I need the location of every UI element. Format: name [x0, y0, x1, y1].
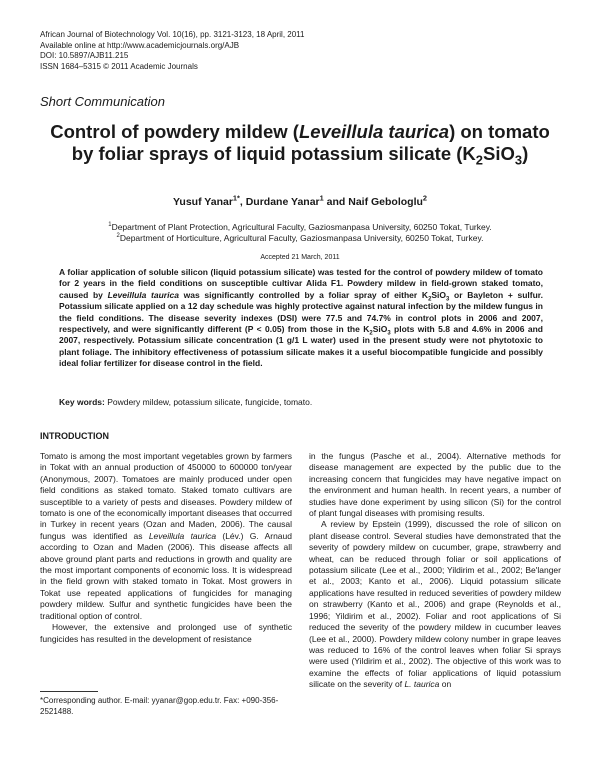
- abstract-text: SiO: [431, 289, 447, 300]
- title-subscript-o: 3: [514, 152, 523, 168]
- author-1: Yusuf Yanar: [172, 196, 233, 208]
- title-subscript-k: 2: [475, 152, 483, 168]
- intro-paragraph-2: However, the extensive and prolonged use of synthetic fungicides has resulted in the development of resistance: [40, 622, 292, 644]
- keywords-text: Powdery mildew, potassium silicate, fungicide, tomato.: [104, 397, 313, 407]
- paragraph-text: (Lév.) G. Arnaud according to Ozan and Maden (2006). This disease affects all above ground plant parts and reductions in growth and quality are the most important components of economic loss. It is widespread in the field grown with staked tomato in Tokat. Most growers in Tokat use repeated applications of fungicides for managing powdery mildew. Sulfur and synthetic fungicides have been the traditional option of control.: [40, 530, 292, 621]
- author-1-corresponding-mark: *: [237, 193, 240, 203]
- intro-paragraph-3: in the fungus (Pasche et al., 2004). Alternative methods for disease management are expected by the public due to the increasing concern that fungicides may have negative impact on the environment and human health. In recent years, a number of studies have done experiment by using silicon (Si) for the control of plant fungal diseases with promising results.: [309, 451, 561, 519]
- species-name: L. taurica: [404, 679, 440, 690]
- abstract-text: plots with 5.8 and 4.6% in 2006 and 2007, respectively. Potassium silicate concentration (1 g/1 L water) used in the present study were not phytotoxic to plant foliage. The inhibitory effectiveness of potassium silicate makes it a useful biocompatible fungicide and possibly ideal foliar fertilizer for disease control in the field.: [59, 324, 543, 369]
- title-text-2: ) on tomato by foliar sprays of liquid potassium silicate (K: [71, 121, 550, 164]
- author-separator: and: [323, 196, 349, 208]
- abstract-subscript: 2: [428, 296, 432, 303]
- paragraph-text: Tomato is among the most important vegetables grown by farmers in Tokat with an annual production of 450000 to 600000 ton/year (Anonymous, 2007). Tomatoes are mainly produced under open field conditions as staked tomato. Staked tomato cultivars are susceptible to a variety of pests and diseases. Powdery mildew of tomato is one of the economically important diseases that occurred in Turkey in recent years (Ozan and Maden, 2006). The causal fungus was identified as: [40, 451, 292, 541]
- section-label: Short Communication: [40, 94, 165, 109]
- intro-paragraph-4: [309, 519, 561, 690]
- journal-citation: African Journal of Biotechnology Vol. 10(16), pp. 3121-3123, 18 April, 2011: [40, 30, 305, 39]
- introduction-heading: INTRODUCTION: [40, 431, 109, 441]
- abstract-text: or Bayleton + sulfur. Potassium silicate applied on a 12 day schedule was highly protective against natural infection by the mildew fungus in the field conditions. The disease severity indexes (DSI) were 77.5 and 74.7% in control plots in 2006 and 2007, respectively, and were significantly different (P < 0.05) from those in the K: [59, 289, 543, 335]
- author-separator: ,: [239, 196, 246, 208]
- author-3-affil: 2: [422, 193, 427, 203]
- accepted-date: Accepted 21 March, 2011: [260, 254, 340, 261]
- paragraph-text: A review by Epstein (1999), discussed the role of silicon on plant disease control. Several studies have demonstrated that the severity of powdery mildew on cucumber, grape, strawberry and wheat, can be reduced through foliar or soil applications of potassium silicate (Lee et al., 2000; Yildirim et al., 2002; Be'langer et al., 2003; Kanto et al., 2006). Liquid potassium silicate applications have resulted in reduced severities of powdery mildew on strawberry (Kanto et al., 2006) and grape (Reynolds et al., 1996; Yildirim et al., 2002). Foliar and root applications of Si reduced the severity of the powdery mildew in cucumber leaves (Lee et al., 2000). Powdery mildew colony number in grape leaves was reduced to 16% of the control leaves when foliar Si sprays were used (Yildirim et al., 2002). The objective of this work was to examine the effects of foliar applications of liquid potassium silicate on the severity of: [309, 519, 561, 690]
- doi-line: DOI: 10.5897/AJB11.215: [40, 51, 129, 60]
- affiliation-2-text: Department of Horticulture, Agricultural Faculty, Gaziosmanpasa University, 60250 Tokat, Turkey.: [119, 233, 484, 243]
- author-3: Naif Gebologlu: [348, 196, 423, 208]
- author-1-affil: 1: [232, 193, 237, 203]
- journal-header: [40, 30, 304, 72]
- abstract-subscript: 3: [387, 330, 391, 337]
- footnote-divider: [40, 691, 98, 692]
- abstract-text: A foliar application of soluble silicon (liquid potassium silicate) was tested for the control of powdery mildew of tomato for 2 years in the field conditions on susceptible cultivar Alida F1. Powdery mildew in field-grown staked tomato, caused by: [59, 267, 543, 300]
- author-2: Durdane Yanar: [245, 196, 320, 208]
- left-column: [40, 451, 292, 645]
- affiliation-2: [40, 233, 560, 244]
- abstract-species: Leveillula taurica: [107, 289, 179, 300]
- right-column: [309, 451, 561, 691]
- corresponding-author-footnote: *Corresponding author. E-mail: yyanar@gop.edu.tr. Fax: +090-356-2521488.: [40, 696, 279, 716]
- title-text-1: Control of powdery mildew (: [50, 121, 299, 142]
- availability-line: Available online at http://www.academicjournals.org/AJB: [40, 40, 240, 50]
- affiliation-1: [40, 222, 560, 233]
- author-list: [40, 193, 560, 208]
- abstract-text: SiO: [372, 324, 388, 335]
- author-2-affil: 1: [319, 193, 324, 203]
- intro-paragraph-1: [40, 451, 292, 622]
- affiliation-2-number: 2: [116, 233, 120, 240]
- paper-title: [40, 121, 560, 168]
- keywords: [59, 397, 543, 407]
- issn-line: ISSN 1684–5315 © 2011 Academic Journals: [40, 61, 198, 71]
- affiliations: [40, 222, 560, 244]
- abstract: [59, 267, 543, 370]
- affiliation-1-number: 1: [108, 222, 112, 229]
- keywords-label: Key words:: [59, 397, 105, 407]
- title-text-3: SiO: [482, 143, 515, 164]
- species-name: Leveillula taurica: [148, 530, 217, 541]
- abstract-subscript: 2: [369, 330, 373, 337]
- abstract-subscript: 3: [446, 296, 450, 303]
- title-text-4: ): [522, 143, 529, 164]
- abstract-text: was significantly controlled by a foliar spray of either K: [178, 289, 429, 300]
- title-species: Leveillula taurica: [298, 121, 450, 142]
- paragraph-text: on: [439, 679, 452, 690]
- affiliation-1-text: Department of Plant Protection, Agricultural Faculty, Gaziosmanpasa University, 60250 Tokat, Turkey.: [111, 222, 492, 232]
